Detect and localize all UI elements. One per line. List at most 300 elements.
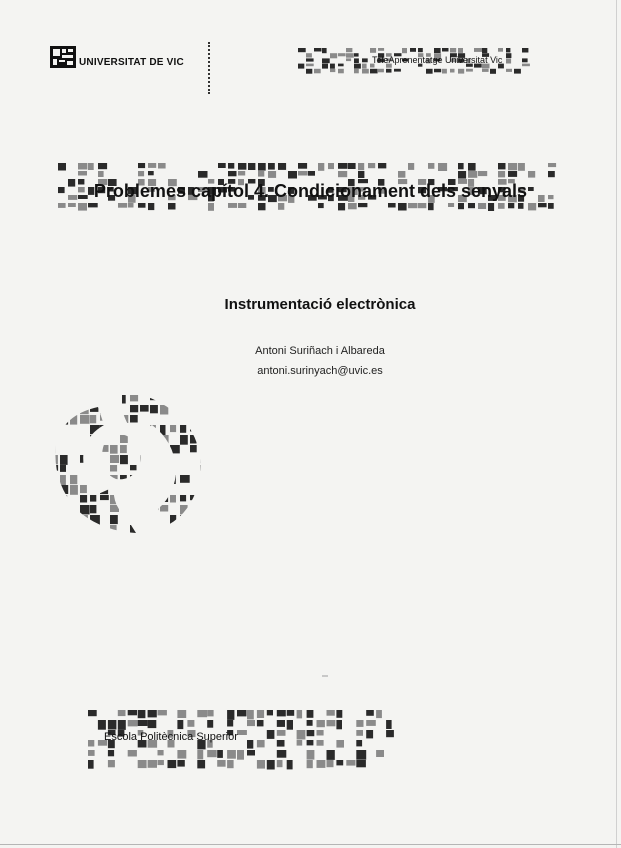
halftone-cell [180,535,187,541]
halftone-cell [307,750,315,760]
halftone-cell [548,171,555,177]
halftone-cell [498,203,505,209]
halftone-cell [538,203,547,207]
halftone-cell [207,710,213,716]
halftone-cell [328,163,334,169]
halftone-cell [90,525,99,535]
halftone-cell [58,163,66,171]
author-name: Antoni Suriñach i Albareda [255,345,385,357]
halftone-cell [307,730,315,736]
halftone-cell [366,720,376,726]
halftone-cell [278,203,284,210]
halftone-cell [506,69,512,72]
halftone-cell [140,445,150,450]
halftone-cell [442,69,447,74]
halftone-cell [130,535,139,541]
halftone-cell [190,395,198,402]
halftone-cell [40,455,47,463]
halftone-cell [110,445,118,454]
halftone-cell [60,455,68,465]
halftone-cell [376,750,384,757]
halftone-cell [180,435,188,445]
halftone-cell [90,495,96,502]
halftone-cell [120,475,127,483]
halftone-cell [238,203,246,208]
page-edge-right [616,0,617,848]
halftone-cell [378,48,384,51]
halftone-cell [98,163,107,169]
halftone-cell [50,535,60,545]
halftone-cell [90,445,97,452]
halftone-cell [150,455,160,464]
halftone-cell [110,415,118,423]
halftone-cell [180,495,186,501]
halftone-cell [118,203,127,208]
halftone-cell [277,710,286,716]
halftone-cell [148,760,157,768]
halftone-cell [70,485,78,495]
halftone-cell [402,48,407,53]
halftone-cell [90,405,98,412]
halftone-cell [100,535,109,544]
halftone-cell [257,720,264,726]
halftone-cell [60,385,69,391]
halftone-cell [80,525,90,530]
halftone-cell [100,495,109,500]
halftone-cell [358,203,367,207]
halftone-cell [518,163,525,171]
halftone-cell [130,405,138,412]
halftone-cell [140,405,149,412]
halftone-cell [80,405,89,414]
halftone-cell [50,445,56,453]
halftone-cell [150,485,158,494]
halftone-cell [356,730,363,736]
halftone-cell [368,163,375,168]
halftone-cell [277,760,283,767]
halftone-cell [322,64,328,69]
halftone-cell [150,525,156,535]
halftone-cell [50,475,56,482]
halftone-cell [80,535,88,542]
halftone-cell [317,760,326,768]
halftone-cell [148,710,157,717]
teleaprenentatge-label: TeleAprenentatge Universitat Vic [372,55,503,65]
halftone-cell [506,53,511,58]
halftone-cell [228,171,237,176]
halftone-cell [354,64,361,69]
halftone-cell [40,395,47,404]
halftone-cell [498,163,506,169]
halftone-cell [80,495,87,503]
halftone-cell [120,495,127,505]
halftone-cell [108,750,114,756]
halftone-cell [298,48,306,52]
halftone-cell [148,720,157,728]
halftone-cell [60,525,70,535]
halftone-cell [180,515,189,522]
halftone-cell [177,720,183,729]
halftone-cell [330,53,337,58]
halftone-cell [317,730,324,736]
school-name: Escola Politècnica Superior [104,731,238,743]
halftone-cell [506,48,510,52]
halftone-cell [148,171,154,175]
halftone-cell [118,710,126,716]
halftone-cell [522,64,530,67]
halftone-cell [50,485,59,495]
halftone-cell [466,69,473,72]
halftone-cell [110,505,119,512]
halftone-cell [100,475,109,484]
halftone-cell [50,505,60,511]
halftone-cell [322,58,330,63]
halftone-cell [327,710,335,716]
halftone-cell [148,163,156,168]
halftone-cell [138,203,146,208]
halftone-cell [150,495,157,500]
halftone-cell [40,415,48,422]
halftone-cell [408,163,414,170]
halftone-cell [80,455,90,463]
halftone-cell [366,710,374,716]
halftone-cell [208,203,214,211]
halftone-cell [110,475,118,482]
halftone-cell [128,203,134,208]
halftone-cell [338,203,345,210]
halftone-cell [442,48,449,52]
halftone-cell [358,171,364,178]
halftone-cell [338,69,344,74]
halftone-cell [238,163,246,170]
halftone-cell [346,58,351,61]
halftone-cell [314,48,322,52]
halftone-cell [330,69,335,72]
halftone-cell [227,750,236,759]
university-name: UNIVERSITAT DE VIC [79,56,184,68]
halftone-cell [70,405,77,415]
halftone-cell [434,48,441,53]
halftone-cell [90,505,96,513]
halftone-cell [90,395,97,401]
halftone-cell [207,750,217,757]
halftone-cell [180,475,190,483]
halftone-cell [68,203,76,207]
halftone-cell [356,760,366,767]
halftone-cell [60,475,66,485]
halftone-cell [247,720,255,726]
halftone-cell [130,395,138,401]
halftone-cell [180,425,186,433]
halftone-cell [150,535,157,541]
halftone-cell [108,720,117,730]
halftone-cell [50,435,56,442]
halftone-cell [298,163,307,169]
halftone-cell [138,720,148,726]
halftone-cell [227,710,234,720]
halftone-cell [197,750,203,759]
halftone-cell [180,395,186,403]
halftone-cell [217,760,225,767]
halftone-cell [50,425,59,431]
uvic-logo-icon [50,46,76,68]
halftone-cell [268,171,276,178]
halftone-cell [120,435,128,443]
halftone-cell [258,163,266,171]
halftone-cell [50,415,56,420]
halftone-cell [70,475,77,484]
halftone-cell [356,720,363,727]
halftone-cell [160,395,167,402]
halftone-cell [158,710,167,715]
halftone-cell [170,425,176,432]
halftone-cell [376,710,382,718]
halftone-cell [237,750,244,760]
halftone-cell [130,495,136,502]
halftone-cell [287,710,295,716]
halftone-cell [160,505,168,512]
halftone-cell [346,760,355,766]
halftone-cell [498,171,505,177]
halftone-cell [170,515,176,525]
halftone-cell [170,475,176,484]
halftone-cell [150,505,159,512]
author-email[interactable]: antoni.surinyach@uvic.es [257,365,383,377]
halftone-cell [227,760,234,768]
halftone-cell [60,485,68,494]
halftone-cell [458,48,463,53]
halftone-cell [150,405,158,413]
halftone-cell [90,435,98,444]
halftone-cell [50,455,58,464]
header-divider [208,42,210,94]
halftone-cell [218,163,226,168]
halftone-cell [277,720,285,727]
halftone-cell [450,69,455,73]
halftone-cell [336,710,342,718]
halftone-cell [120,455,128,464]
halftone-cell [190,385,197,394]
halftone-cell [528,171,535,178]
halftone-cell [80,505,90,514]
halftone-cell [418,48,423,52]
halftone-cell [394,69,401,72]
halftone-cell [458,69,464,74]
halftone-cell [158,163,166,169]
halftone-cell [90,515,100,525]
halftone-cell [150,445,159,451]
halftone-cell [277,750,287,758]
halftone-cell [110,535,120,542]
halftone-cell [60,495,67,502]
subject-title: Instrumentació electrònica [224,296,416,313]
halftone-cell [100,425,107,431]
halftone-cell [98,171,104,177]
halftone-cell [434,69,441,73]
halftone-cell [200,505,210,513]
halftone-cell [498,48,503,52]
halftone-cell [150,395,156,400]
halftone-cell [78,203,87,211]
halftone-cell [190,525,197,534]
halftone-cell [378,163,386,168]
halftone-cell [267,760,275,770]
halftone-cell [170,525,180,534]
halftone-cell [307,740,314,745]
halftone-cell [128,750,137,757]
halftone-cell [148,203,154,210]
halftone-cell [140,505,148,512]
halftone-cell [100,395,108,400]
halftone-cell [160,485,167,493]
halftone-cell [247,750,255,756]
halftone-cell [398,203,407,211]
halftone-cell [306,58,314,61]
halftone-cell [90,535,99,544]
halftone-cell [40,385,47,392]
halftone-cell [237,710,247,716]
halftone-cell [138,710,146,718]
halftone-cell [478,203,486,209]
halftone-cell [40,535,48,542]
halftone-cell [168,203,176,210]
halftone-cell [190,515,197,521]
halftone-cell [130,525,138,534]
halftone-cell [298,64,304,69]
halftone-cell [308,171,315,176]
halftone-cell [508,163,517,170]
halftone-cell [140,515,150,523]
halftone-cell [110,525,117,534]
halftone-cell [458,171,466,179]
halftone-cell [267,710,273,715]
halftone-cell [327,720,336,726]
halftone-cell [318,163,324,171]
halftone-cell [468,171,477,178]
halftone-cell [327,750,335,760]
halftone-cell [207,720,213,728]
halftone-cell [386,69,392,73]
halftone-cell [307,760,313,768]
halftone-cell [354,69,359,74]
halftone-cell [528,203,536,210]
halftone-cell [362,58,368,62]
document-title: Problemes capítol 4. Condicionament dels senyals [93,181,528,201]
halftone-cell [160,455,169,460]
halftone-cell [298,171,308,176]
halftone-cell [130,475,139,481]
halftone-cell [338,163,348,169]
halftone-cell [110,495,116,504]
halftone-cell [548,203,554,209]
halftone-cell [508,203,514,208]
halftone-cell [140,485,148,492]
halftone-cell [120,415,128,423]
halftone-cell [50,525,58,533]
halftone-cell [227,720,233,727]
halftone-cell [110,455,119,463]
halftone-cell [488,203,494,211]
halftone-cell [448,203,454,207]
halftone-cell [322,48,327,53]
halftone-cell [177,710,186,718]
halftone-cell [128,720,138,726]
halftone-cell [358,163,364,170]
halftone-cell [160,525,169,535]
halftone-cell [80,515,88,525]
halftone-cell [60,515,68,520]
halftone-cell [170,495,176,503]
halftone-cell [288,171,297,179]
halftone-cell [277,740,285,747]
halftone-cell [348,163,356,169]
halftone-cell [370,48,376,53]
halftone-cell [50,465,58,471]
halftone-cell [346,48,352,52]
halftone-cell [336,760,343,765]
halftone-cell [317,720,325,727]
halftone-cell [247,710,254,719]
halftone-cell [346,53,354,58]
halftone-cell [548,163,556,167]
halftone-cell [128,710,137,715]
halftone-cell [160,535,168,541]
halftone-cell [287,720,293,730]
halftone-cell [228,163,234,169]
halftone-cell [130,515,136,521]
halftone-cell [490,69,496,74]
halftone-cell [362,64,367,69]
halftone-cell [60,465,66,472]
halftone-cell [88,740,94,747]
halftone-cell [170,445,180,453]
halftone-cell [297,730,306,740]
halftone-cell [190,495,196,500]
halftone-cell [140,455,147,464]
halftone-cell [297,710,303,718]
halftone-cell [317,740,324,746]
halftone-cell [190,445,197,452]
halftone-cell [428,163,434,169]
halftone-cell [120,425,128,431]
halftone-cell [88,710,97,716]
halftone-cell [428,203,434,210]
halftone-cell [90,425,100,434]
halftone-cell [248,163,255,170]
halftone-cell [370,69,378,74]
halftone-cell [88,750,95,756]
halftone-cell [386,730,394,737]
halftone-cell [80,395,88,403]
halftone-cell [307,720,313,726]
halftone-cell [338,171,347,177]
halftone-cell [247,740,253,749]
halftone-cell [522,48,528,53]
halftone-cell [336,720,342,729]
halftone-cell [110,385,116,394]
halftone-cell [130,485,136,491]
halftone-cell [78,171,87,176]
halftone-cell [190,435,197,444]
halftone-cell [158,750,164,755]
halftone-cell [50,405,57,412]
halftone-cell [522,58,528,62]
halftone-cell [138,171,144,176]
halftone-cell [410,48,416,52]
halftone-cell [458,163,464,169]
halftone-cell [130,415,138,423]
halftone-cell [110,515,118,524]
